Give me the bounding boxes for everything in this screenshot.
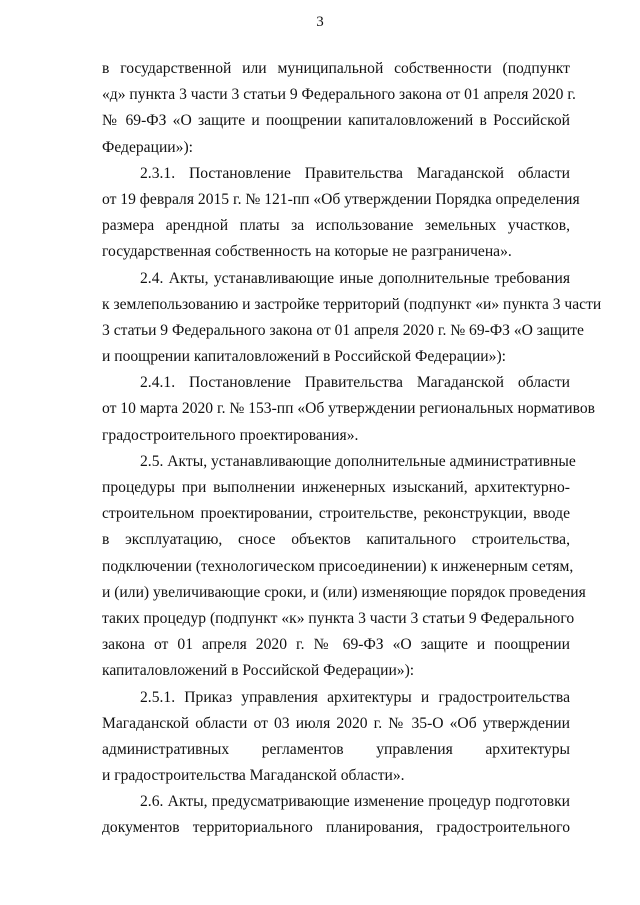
text-line: Магаданской области от 03 июля 2020 г. № 35-О «Об утверждении bbox=[102, 714, 570, 732]
text-line: строительном проектировании, строительстве, реконструкции, вводе bbox=[102, 505, 570, 523]
text-line: градостроительного проектирования». bbox=[102, 426, 359, 444]
paragraph-2-4-1 bbox=[102, 370, 596, 449]
paragraph-2-4 bbox=[102, 266, 602, 371]
text-line: 2.5. Акты, устанавливающие дополнительные административные bbox=[140, 452, 576, 470]
text-line: 2.4.1. Постановление Правительства Магаданской области bbox=[140, 374, 570, 392]
text-line: 2.5.1. Приказ управления архитектуры и градостроительства bbox=[140, 688, 570, 706]
text-line: от 10 марта 2020 г. № 153-пп «Об утверждении региональных нормативов bbox=[102, 400, 596, 418]
text-line: и (или) увеличивающие сроки, и (или) изменяющие порядок проведения bbox=[102, 583, 586, 601]
text-line: таких процедур (подпункт «к» пункта 3 части 3 статьи 9 Федерального bbox=[102, 609, 575, 627]
paragraph-2-6 bbox=[102, 789, 570, 841]
text-line: Федерации»): bbox=[102, 138, 193, 156]
text-line: 2.4. Акты, устанавливающие иные дополнительные требования bbox=[140, 269, 570, 287]
text-line: 2.3.1. Постановление Правительства Магаданской области bbox=[140, 164, 570, 182]
text-line: и поощрении капиталовложений в Российской Федерации»): bbox=[102, 348, 506, 366]
text-line: административных регламентов управления архитектуры bbox=[102, 740, 570, 758]
text-line: процедуры при выполнении инженерных изысканий, архитектурно- bbox=[102, 479, 570, 496]
text-line: документов территориального планирования, градостроительного bbox=[102, 819, 570, 837]
text-line: и градостроительства Магаданской области». bbox=[102, 767, 405, 785]
paragraph-2-5-1 bbox=[102, 685, 570, 790]
text-line: «д» пункта 3 части 3 статьи 9 Федерального закона от 01 апреля 2020 г. bbox=[102, 86, 576, 104]
document-body bbox=[102, 56, 602, 842]
text-line: в эксплуатацию, сносе объектов капитального строительства, bbox=[102, 531, 570, 549]
text-line: подключении (технологическом присоединении) к инженерным сетям, bbox=[102, 557, 574, 575]
text-line: 2.6. Акты, предусматривающие изменение процедур подготовки bbox=[140, 793, 570, 811]
paragraph-intro bbox=[102, 56, 576, 161]
text-line: 3 статьи 9 Федерального закона от 01 апреля 2020 г. № 69-ФЗ «О защите bbox=[102, 321, 584, 339]
paragraph-2-5 bbox=[102, 449, 586, 685]
text-line: закона от 01 апреля 2020 г. № 69-ФЗ «О защите и поощрении bbox=[102, 636, 570, 654]
text-line: к землепользованию и застройке территорий (подпункт «и» пункта 3 части bbox=[102, 295, 602, 313]
text-line: в государственной или муниципальной собственности (подпункт bbox=[102, 60, 570, 77]
text-line: № 69-ФЗ «О защите и поощрении капиталовложений в Российской bbox=[102, 112, 570, 130]
text-line: размера арендной платы за использование земельных участков, bbox=[102, 217, 570, 235]
text-line: капиталовложений в Российской Федерации»): bbox=[102, 662, 415, 680]
paragraph-2-3-1 bbox=[102, 161, 580, 266]
page-number: 3 bbox=[316, 14, 324, 30]
text-line: государственная собственность на которые не разграничена». bbox=[102, 243, 512, 261]
text-line: от 19 февраля 2015 г. № 121-пп «Об утверждении Порядка определения bbox=[102, 190, 580, 208]
